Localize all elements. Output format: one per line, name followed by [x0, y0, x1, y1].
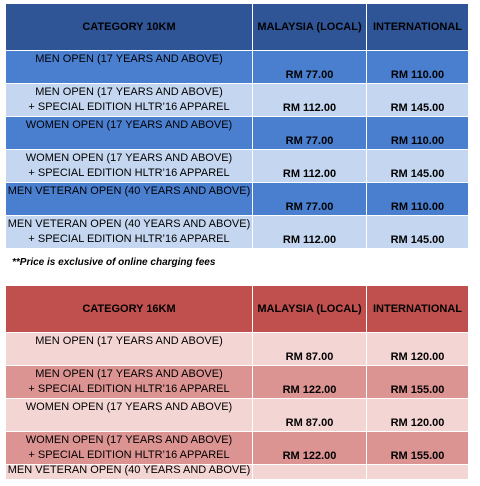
local-price-cell: RM 112.00 — [253, 216, 367, 249]
table-row — [6, 432, 469, 465]
table-row — [6, 183, 469, 216]
category-cell: MEN VETERAN OPEN (40 YEARS AND ABOVE) + SPECIAL EDITION HLTR’16 APPAREL — [6, 216, 253, 249]
international-price-cell: RM 145.00 — [367, 150, 469, 183]
price-table-16km — [5, 285, 469, 480]
table-row — [6, 399, 469, 432]
price-table-10km — [5, 3, 469, 249]
local-price-cell: RM 122.00 — [253, 366, 367, 399]
local-price-cell: RM 77.00 — [253, 51, 367, 84]
local-price-cell: RM 87.00 — [253, 399, 367, 432]
category-cell: MEN OPEN (17 YEARS AND ABOVE) — [6, 333, 253, 366]
table-row — [6, 84, 469, 117]
local-price-cell: RM 112.00 — [253, 150, 367, 183]
international-price-cell: RM 110.00 — [367, 117, 469, 150]
category-cell: MEN OPEN (17 YEARS AND ABOVE) + SPECIAL EDITION HLTR’16 APPAREL — [6, 366, 253, 399]
local-price-cell: RM 112.00 — [253, 84, 367, 117]
table-row — [6, 333, 469, 366]
international-price-cell: RM 120.00 — [367, 333, 469, 366]
table-row — [6, 216, 469, 249]
header-malaysia-local: MALAYSIA (LOCAL) — [253, 286, 367, 333]
header-international: INTERNATIONAL — [367, 286, 469, 333]
international-price-cell: RM 145.00 — [367, 216, 469, 249]
header-category: CATEGORY 16KM — [6, 286, 253, 333]
international-price-cell: RM 120.00 — [367, 399, 469, 432]
international-price-cell — [367, 465, 469, 480]
header-malaysia-local: MALAYSIA (LOCAL) — [253, 4, 367, 51]
local-price-cell — [253, 465, 367, 480]
international-price-cell: RM 110.00 — [367, 183, 469, 216]
international-price-cell: RM 155.00 — [367, 366, 469, 399]
header-category: CATEGORY 10KM — [6, 4, 253, 51]
category-cell: WOMEN OPEN (17 YEARS AND ABOVE) + SPECIAL EDITION HLTR’16 APPAREL — [6, 150, 253, 183]
table-header-row — [6, 4, 469, 51]
international-price-cell: RM 110.00 — [367, 51, 469, 84]
category-cell: WOMEN OPEN (17 YEARS AND ABOVE) — [6, 117, 253, 150]
table-row — [6, 465, 469, 480]
table-row — [6, 51, 469, 84]
header-international: INTERNATIONAL — [367, 4, 469, 51]
table-row — [6, 117, 469, 150]
international-price-cell: RM 145.00 — [367, 84, 469, 117]
table-row — [6, 366, 469, 399]
category-cell: MEN VETERAN OPEN (40 YEARS AND ABOVE) — [6, 183, 253, 216]
table-row — [6, 150, 469, 183]
category-cell: WOMEN OPEN (17 YEARS AND ABOVE) — [6, 399, 253, 432]
international-price-cell: RM 155.00 — [367, 432, 469, 465]
local-price-cell: RM 122.00 — [253, 432, 367, 465]
category-cell: MEN OPEN (17 YEARS AND ABOVE) + SPECIAL EDITION HLTR’16 APPAREL — [6, 84, 253, 117]
category-cell: MEN OPEN (17 YEARS AND ABOVE) — [6, 51, 253, 84]
table-header-row — [6, 286, 469, 333]
price-footnote: **Price is exclusive of online charging fees — [12, 257, 216, 268]
local-price-cell: RM 77.00 — [253, 117, 367, 150]
local-price-cell: RM 87.00 — [253, 333, 367, 366]
category-cell: WOMEN OPEN (17 YEARS AND ABOVE) + SPECIAL EDITION HLTR’16 APPAREL — [6, 432, 253, 465]
category-cell: MEN VETERAN OPEN (40 YEARS AND ABOVE) — [6, 465, 253, 480]
local-price-cell: RM 77.00 — [253, 183, 367, 216]
